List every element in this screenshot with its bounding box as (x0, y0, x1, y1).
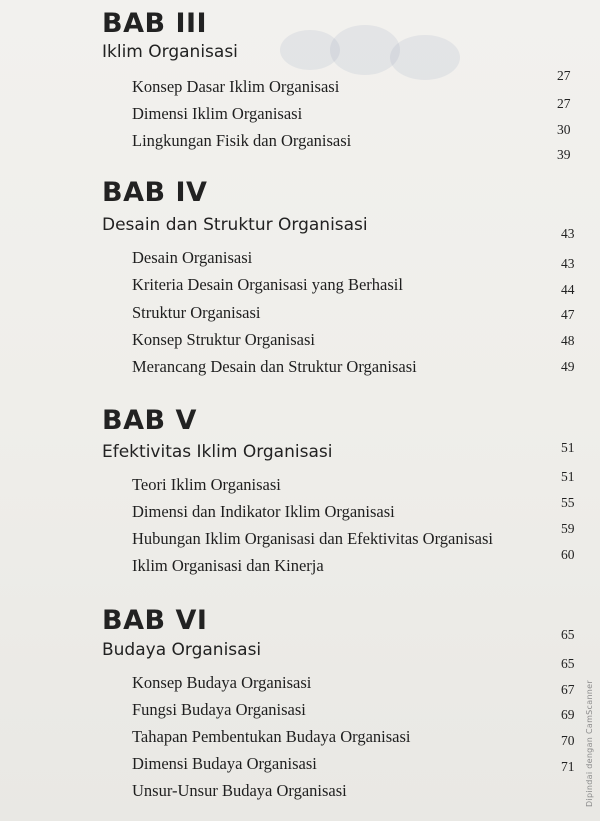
toc-entry: Dimensi Iklim Organisasi (132, 104, 303, 123)
scanner-watermark: Dipindai dengan CamScanner (585, 680, 594, 807)
page-number: 44 (561, 282, 575, 297)
page-number: 49 (561, 359, 575, 374)
toc-entry: Konsep Budaya Organisasi (132, 673, 312, 692)
toc-entry: Dimensi dan Indikator Iklim Organisasi (132, 502, 395, 521)
page-number: 47 (561, 307, 575, 322)
chapter-heading: BAB IV (102, 177, 208, 208)
chapter-title: Efektivitas Iklim Organisasi (102, 442, 333, 462)
toc-entry: Dimensi Budaya Organisasi (132, 754, 317, 773)
toc-entry: Fungsi Budaya Organisasi (132, 700, 306, 719)
page-number: 67 (561, 682, 575, 697)
chapter-title: Budaya Organisasi (102, 640, 262, 660)
page-number: 55 (561, 495, 575, 510)
toc-entry: Desain Organisasi (132, 248, 253, 267)
page-number: 69 (561, 707, 575, 722)
page-number: 43 (561, 256, 575, 271)
page-number: 65 (561, 656, 575, 671)
chapter-heading: BAB V (102, 405, 197, 436)
toc-entry: Teori Iklim Organisasi (132, 475, 281, 494)
bleed-through-shape (330, 25, 400, 75)
toc-entry: Lingkungan Fisik dan Organisasi (132, 131, 352, 150)
toc-entry: Konsep Struktur Organisasi (132, 330, 316, 349)
page-number: 43 (561, 226, 575, 241)
toc-entry: Unsur-Unsur Budaya Organisasi (132, 781, 347, 800)
page-number: 59 (561, 521, 575, 536)
toc-entry: Tahapan Pembentukan Budaya Organisasi (132, 727, 411, 746)
page-number: 48 (561, 333, 575, 348)
chapter-heading: BAB VI (102, 605, 208, 636)
chapter-title: Desain dan Struktur Organisasi (102, 215, 368, 235)
page-number: 30 (557, 122, 571, 137)
toc-entry: Struktur Organisasi (132, 303, 261, 322)
toc-entry: Hubungan Iklim Organisasi dan Efektivitas Organisasi (132, 529, 493, 548)
page-number: 60 (561, 547, 575, 562)
toc-entry: Merancang Desain dan Struktur Organisasi (132, 357, 417, 376)
page-number: 65 (561, 627, 575, 642)
chapter-title: Iklim Organisasi (102, 42, 238, 62)
toc-entry: Iklim Organisasi dan Kinerja (132, 556, 324, 575)
page-number: 70 (561, 733, 575, 748)
page-number: 27 (557, 96, 571, 111)
page-number: 51 (561, 469, 575, 484)
page-number: 39 (557, 147, 571, 162)
page-number: 51 (561, 440, 575, 455)
bleed-through-shape (390, 35, 460, 80)
toc-entry: Konsep Dasar Iklim Organisasi (132, 77, 340, 96)
chapter-heading: BAB III (102, 8, 208, 39)
page-number: 27 (557, 68, 571, 83)
toc-entry: Kriteria Desain Organisasi yang Berhasil (132, 275, 403, 294)
page-number: 71 (561, 759, 575, 774)
